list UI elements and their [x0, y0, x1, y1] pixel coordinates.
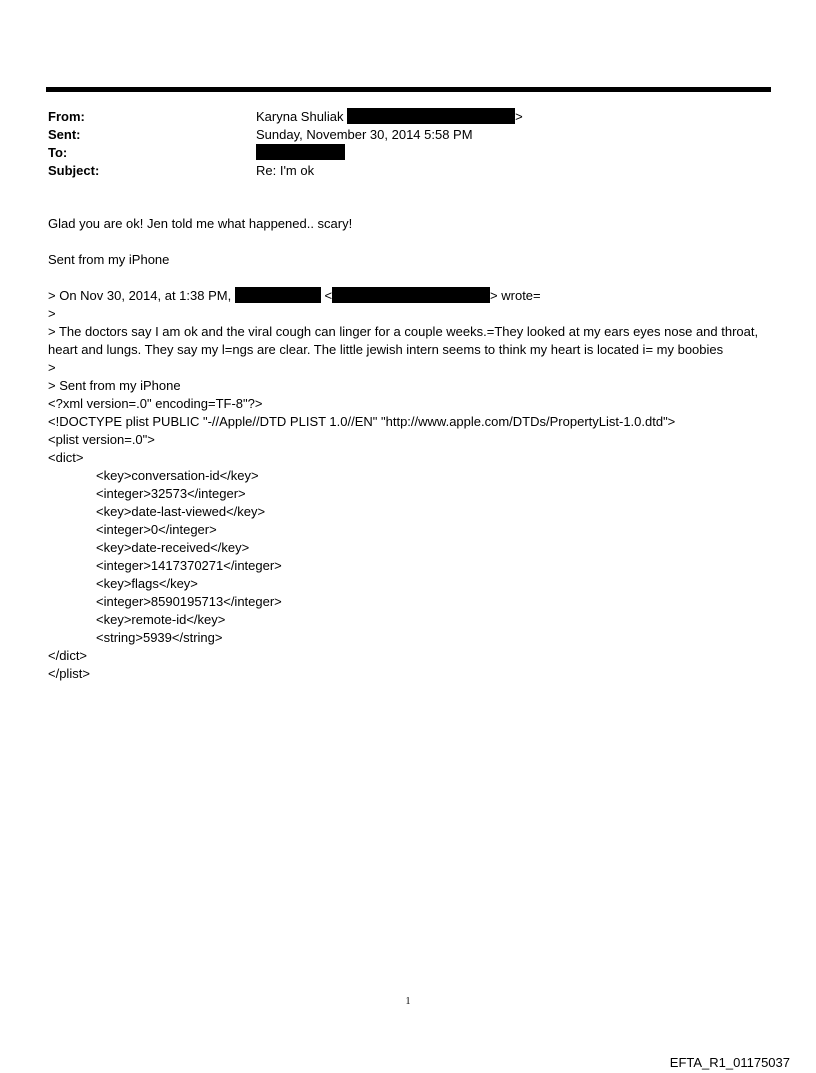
- xml-line: <integer>32573</integer>: [96, 486, 246, 501]
- header-rule: [46, 87, 771, 92]
- email-body: [48, 215, 770, 683]
- quote-prefix: > On Nov 30, 2014, at 1:38 PM,: [48, 288, 232, 303]
- xml-line: <?xml version=.0" encoding=TF-8"?>: [48, 396, 263, 411]
- xml-line: <key>remote-id</key>: [96, 612, 226, 627]
- to-value: [256, 144, 345, 162]
- xml-line: <key>date-last-viewed</key>: [96, 504, 266, 519]
- redaction-box: [347, 108, 515, 124]
- quote-header: [48, 287, 770, 305]
- redaction-box: [332, 287, 490, 303]
- bates-number: EFTA_R1_01175037: [669, 1055, 790, 1070]
- quote-blank: >: [48, 306, 56, 321]
- xml-line: <key>conversation-id</key>: [96, 468, 259, 483]
- quote-lt: <: [324, 288, 333, 303]
- xml-line: <key>date-received</key>: [96, 540, 250, 555]
- subject-value: Re: I'm ok: [256, 163, 315, 178]
- from-suffix: >: [515, 109, 523, 124]
- xml-line: <integer>1417370271</integer>: [96, 558, 282, 573]
- quote-suffix: > wrote=: [490, 288, 541, 303]
- xml-line: <integer>8590195713</integer>: [96, 594, 282, 609]
- xml-line: <string>5939</string>: [96, 630, 223, 645]
- quote-blank: >: [48, 360, 56, 375]
- quote-signature: > Sent from my iPhone: [48, 378, 181, 393]
- sent-label: Sent:: [48, 127, 81, 142]
- page-number: 1: [405, 996, 411, 1007]
- signature-line: Sent from my iPhone: [48, 252, 170, 267]
- body-line: Glad you are ok! Jen told me what happened.. scary!: [48, 216, 353, 231]
- xml-line: </plist>: [48, 666, 90, 681]
- xml-line: <integer>0</integer>: [96, 522, 217, 537]
- to-label: To:: [48, 145, 68, 160]
- from-label: From:: [48, 109, 85, 124]
- subject-label: Subject:: [48, 163, 100, 178]
- xml-block: [48, 395, 770, 683]
- redaction-box: [235, 287, 321, 303]
- xml-line: <dict>: [48, 450, 84, 465]
- xml-line: <key>flags</key>: [96, 576, 198, 591]
- from-value: [256, 108, 523, 126]
- xml-line: </dict>: [48, 648, 88, 663]
- redaction-box: [256, 144, 345, 160]
- sent-value: Sunday, November 30, 2014 5:58 PM: [256, 127, 473, 142]
- from-name: Karyna Shuliak: [256, 109, 344, 124]
- xml-line: <!DOCTYPE plist PUBLIC "-//Apple//DTD PLIST 1.0//EN" "http://www.apple.com/DTDs/PropertyList-1.0.dtd">: [48, 414, 676, 429]
- xml-line: <plist version=.0">: [48, 432, 155, 447]
- quote-paragraph: > The doctors say I am ok and the viral cough can linger for a couple weeks.=They looked at my ears eyes nose and throat, heart and lungs. They say my l=ngs are clear. The little jewish intern seems to think my heart is located i= my boobies: [48, 324, 759, 357]
